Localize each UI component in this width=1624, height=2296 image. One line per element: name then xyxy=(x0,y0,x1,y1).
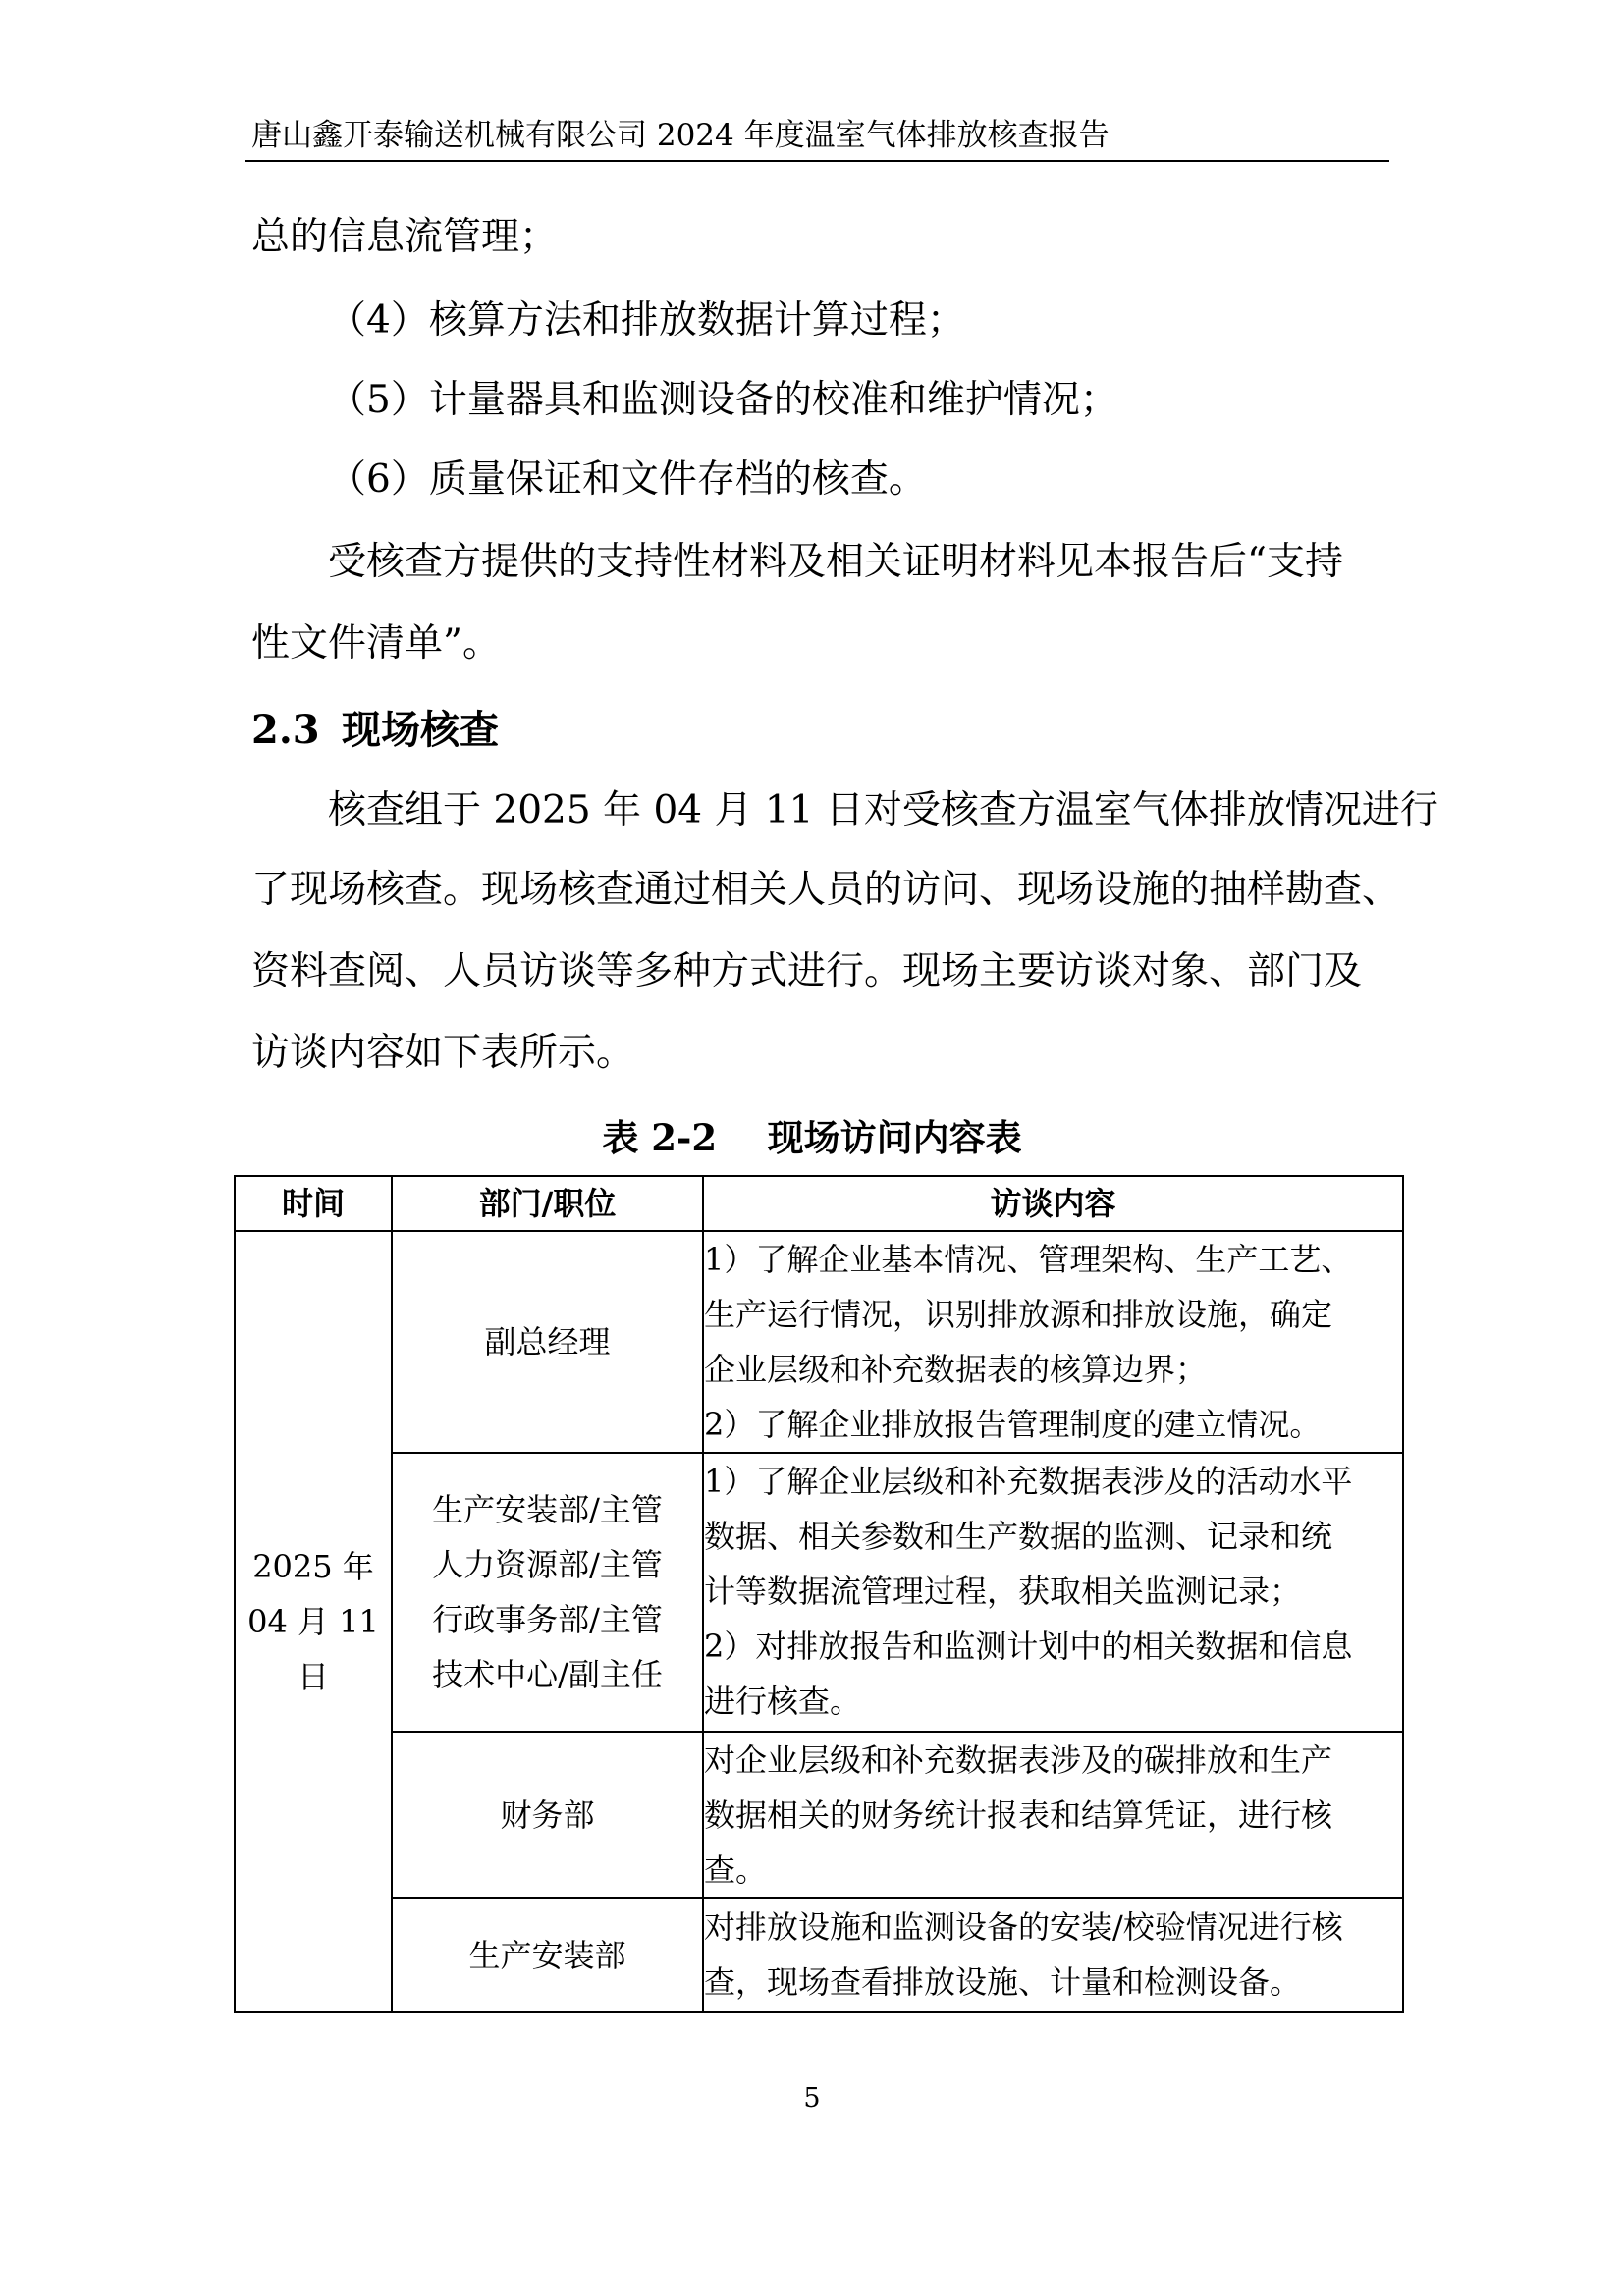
content-cell xyxy=(703,1231,1403,1453)
content-line: 对企业层级和补充数据表涉及的碳排放和生产 xyxy=(704,1741,1333,1779)
visit-content-table xyxy=(234,1175,1404,2013)
time-cell xyxy=(235,1231,392,2012)
body-line: 受核查方提供的支持性材料及相关证明材料见本报告后“支持 xyxy=(328,540,1343,584)
page-number: 5 xyxy=(803,2083,821,2113)
content-line: 计等数据流管理过程，获取相关监测记录； xyxy=(704,1573,1302,1610)
time-line: 日 xyxy=(297,1658,329,1695)
content-cell xyxy=(703,1898,1403,2012)
content-line: 查。 xyxy=(704,1851,768,1889)
content-cell xyxy=(703,1732,1403,1898)
content-line: 数据相关的财务统计报表和结算凭证，进行核 xyxy=(704,1796,1333,1834)
content-line: 1）了解企业层级和补充数据表涉及的活动水平 xyxy=(704,1463,1353,1500)
content-line: 查，现场查看排放设施、计量和检测设备。 xyxy=(704,1963,1302,2001)
content-line: 2）对排放报告和监测计划中的相关数据和信息 xyxy=(704,1628,1353,1665)
body-line: 总的信息流管理； xyxy=(251,215,559,259)
section-para-line: 核查组于 2025 年 04 月 11 日对受核查方温室气体排放情况进行 xyxy=(328,788,1438,832)
department-cell xyxy=(392,1898,703,2012)
section-para-line: 了现场核查。现场核查通过相关人员的访问、现场设施的抽样勘查、 xyxy=(251,868,1401,912)
department-line: 财务部 xyxy=(500,1796,595,1834)
department-line: 生产安装部 xyxy=(468,1937,626,1974)
header-content: 访谈内容 xyxy=(703,1176,1403,1231)
table-header-row xyxy=(235,1176,1403,1231)
section-title: 现场核查 xyxy=(342,707,499,753)
table-row xyxy=(235,1453,1403,1732)
table-row xyxy=(235,1231,1403,1453)
body-line: 性文件清单”。 xyxy=(251,621,501,666)
department-line: 人力资源部/主管 xyxy=(432,1546,663,1583)
department-line: 行政事务部/主管 xyxy=(432,1601,663,1638)
body-line: （5）计量器具和监测设备的校准和维护情况； xyxy=(328,378,1118,422)
content-line: 2）了解企业排放报告管理制度的建立情况。 xyxy=(704,1406,1322,1443)
section-para-line: 资料查阅、人员访谈等多种方式进行。现场主要访谈对象、部门及 xyxy=(251,949,1363,993)
time-line: 2025 年 xyxy=(252,1548,374,1585)
content-line: 进行核查。 xyxy=(704,1682,862,1720)
department-line: 技术中心/副主任 xyxy=(432,1656,663,1693)
body-line: （6）质量保证和文件存档的核查。 xyxy=(328,457,927,502)
table-caption: 表 2-2 现场访问内容表 xyxy=(602,1116,1022,1159)
header-department: 部门/职位 xyxy=(392,1176,703,1231)
content-cell xyxy=(703,1453,1403,1732)
content-line: 对排放设施和监测设备的安装/校验情况进行核 xyxy=(704,1908,1343,1946)
section-heading xyxy=(251,706,499,755)
table-row xyxy=(235,1898,1403,2012)
department-cell xyxy=(392,1453,703,1732)
time-line: 04 月 11 xyxy=(247,1603,379,1640)
section-para-line: 访谈内容如下表所示。 xyxy=(251,1031,635,1075)
department-line: 生产安装部/主管 xyxy=(432,1491,663,1528)
content-line: 生产运行情况，识别排放源和排放设施，确定 xyxy=(704,1296,1333,1333)
content-line: 数据、相关参数和生产数据的监测、记录和统 xyxy=(704,1518,1333,1555)
section-number: 2.3 xyxy=(251,707,320,753)
body-line: （4）核算方法和排放数据计算过程； xyxy=(328,298,965,343)
header-rule xyxy=(245,160,1389,162)
running-header: 唐山鑫开泰输送机械有限公司 2024 年度温室气体排放核查报告 xyxy=(251,118,1110,153)
table-row xyxy=(235,1732,1403,1898)
department-line: 副总经理 xyxy=(484,1323,611,1361)
header-time: 时间 xyxy=(235,1176,392,1231)
department-cell xyxy=(392,1732,703,1898)
department-cell xyxy=(392,1231,703,1453)
content-line: 1）了解企业基本情况、管理架构、生产工艺、 xyxy=(704,1241,1353,1278)
content-line: 企业层级和补充数据表的核算边界； xyxy=(704,1351,1208,1388)
